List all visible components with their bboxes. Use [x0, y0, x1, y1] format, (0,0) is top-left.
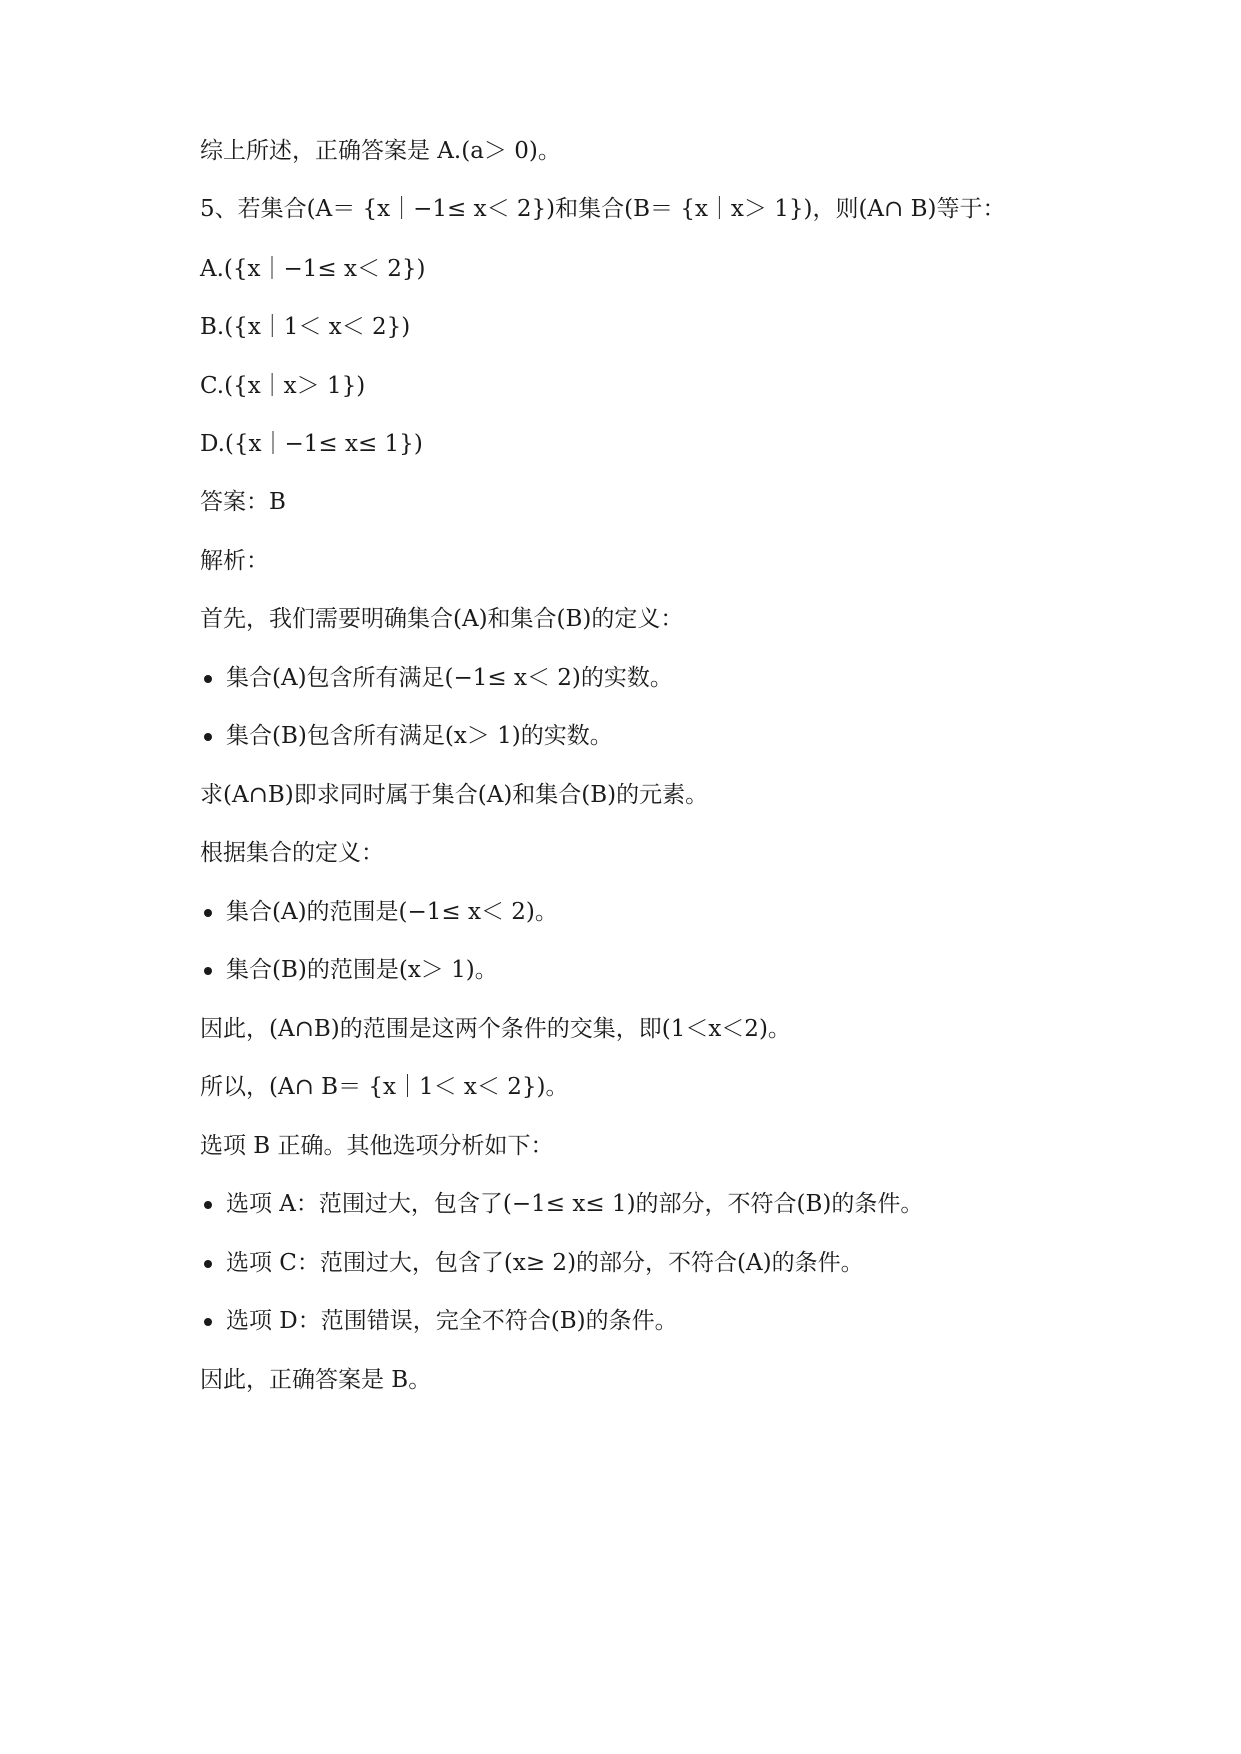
bullet-text: 选项 A：范围过大，包含了(−1≤ x≤ 1)的部分，不符合(B)的条件。: [226, 1191, 924, 1217]
bullet-item: [226, 1189, 923, 1219]
summary-line: 综上所述，正确答案是 A.(a＞ 0)。: [200, 138, 561, 164]
bullet-text: 选项 C：范围过大，包含了(x≥ 2)的部分，不符合(A)的条件。: [226, 1250, 864, 1276]
intersection-result: 所以，(A∩ B＝ {x｜1＜ x＜ 2})。: [200, 1074, 569, 1100]
option-c: C.({x｜x＞ 1}): [200, 373, 366, 399]
question-stem: 5、若集合(A＝ {x｜−1≤ x＜ 2})和集合(B＝ {x｜x＞ 1})，则(A∩ B)等于：: [200, 196, 1006, 222]
analysis-intro: 首先，我们需要明确集合(A)和集合(B)的定义：: [200, 606, 684, 632]
option-a: A.({x｜−1≤ x＜ 2}): [200, 256, 426, 282]
intersection-range: 因此，(A∩B)的范围是这两个条件的交集，即(1＜x＜2)。: [200, 1016, 791, 1042]
option-d: D.({x｜−1≤ x≤ 1}): [200, 431, 423, 457]
option-b: B.({x｜1＜ x＜ 2}): [200, 314, 411, 340]
bullet-text: 集合(B)的范围是(x＞ 1)。: [226, 957, 498, 983]
bullet-text: 选项 D：范围错误，完全不符合(B)的条件。: [226, 1308, 678, 1334]
correct-option-line: 选项 B 正确。其他选项分析如下：: [200, 1133, 554, 1159]
bullet-item: [226, 663, 673, 693]
bullet-text: 集合(B)包含所有满足(x＞ 1)的实数。: [226, 723, 613, 749]
final-answer-line: 因此，正确答案是 B。: [200, 1367, 432, 1393]
bullet-item: [226, 897, 558, 927]
bullet-item: [226, 955, 498, 985]
bullet-item: [226, 1248, 864, 1278]
answer-line: 答案：B: [200, 489, 286, 515]
analysis-heading: 解析：: [200, 548, 269, 574]
bullet-item: [226, 721, 613, 751]
definition-heading: 根据集合的定义：: [200, 840, 384, 866]
intersection-definition: 求(A∩B)即求同时属于集合(A)和集合(B)的元素。: [200, 782, 709, 808]
bullet-item: [226, 1306, 678, 1336]
bullet-text: 集合(A)的范围是(−1≤ x＜ 2)。: [226, 899, 558, 925]
bullet-text: 集合(A)包含所有满足(−1≤ x＜ 2)的实数。: [226, 665, 673, 691]
